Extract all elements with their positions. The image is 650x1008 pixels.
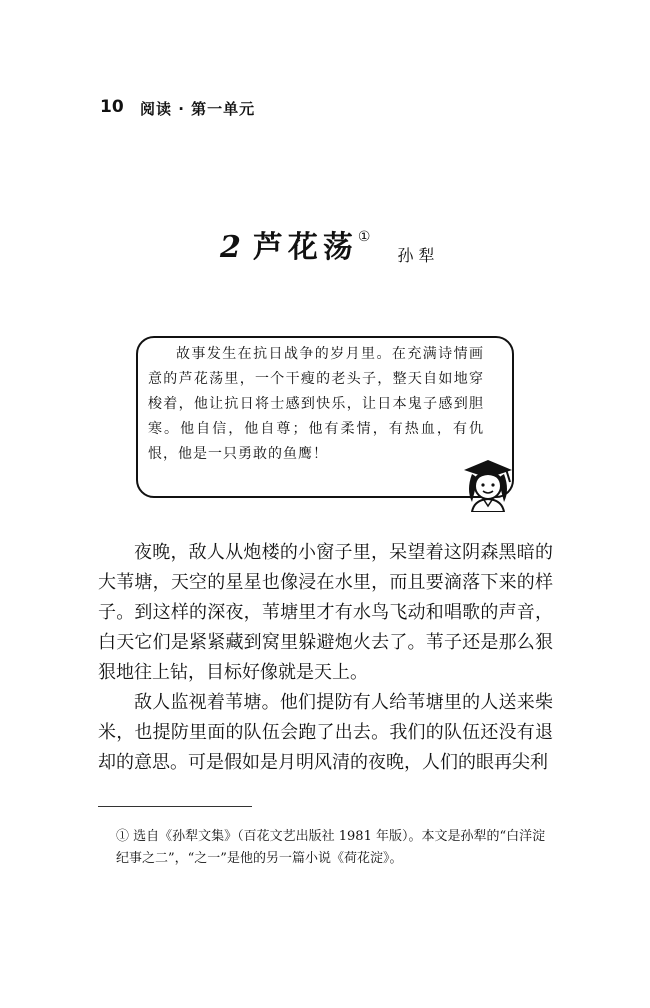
footnote-marker: ① [357, 229, 371, 245]
lesson-title [220, 222, 440, 266]
body-paragraph-1: 夜晚，敌人从炮楼的小窗子里，呆望着这阴森黑暗的大苇塘，天空的星星也像浸在水里，而且要滴落下来的样子。到这样的深夜，苇塘里才有水鸟飞动和唱歌的声音，白天它们是紧紧藏到窝里躲避炮火去了。苇子还是那么狠狠地往上钻，目标好像就是天上。 [98, 542, 553, 683]
running-head: 阅读 · 第一单元 [140, 100, 256, 118]
body-paragraph-2: 敌人监视着苇塘。他们提防有人给苇塘里的人送来柴米，也提防里面的队伍会跑了出去。我们的队伍还没有退却的意思。可是假如是月明风清的夜晚，人们的眼再尖利 [98, 692, 553, 773]
graduate-girl-icon [458, 456, 518, 512]
body-text [98, 538, 553, 778]
title-text: 芦花荡 [252, 230, 358, 265]
lesson-number: 2 [220, 230, 241, 265]
page-number: 10 [100, 97, 124, 117]
intro-text: 故事发生在抗日战争的岁月里。在充满诗情画意的芦花荡里，一个干瘦的老头子，整天自如地穿梭着，他让抗日将士感到快乐，让日本鬼子感到胆寒。他自信，他自尊；他有柔情，有热血，有仇恨，他是一只勇敢的鱼鹰！ [148, 346, 484, 462]
author: 孙犁 [397, 246, 440, 265]
footnote-divider [98, 806, 252, 807]
footnote-text: ① 选自《孙犁文集》（百花文艺出版社 1981 年版）。本文是孙犁的“白洋淀纪事之二”，“之一”是他的另一篇小说《荷花淀》。 [116, 829, 546, 866]
